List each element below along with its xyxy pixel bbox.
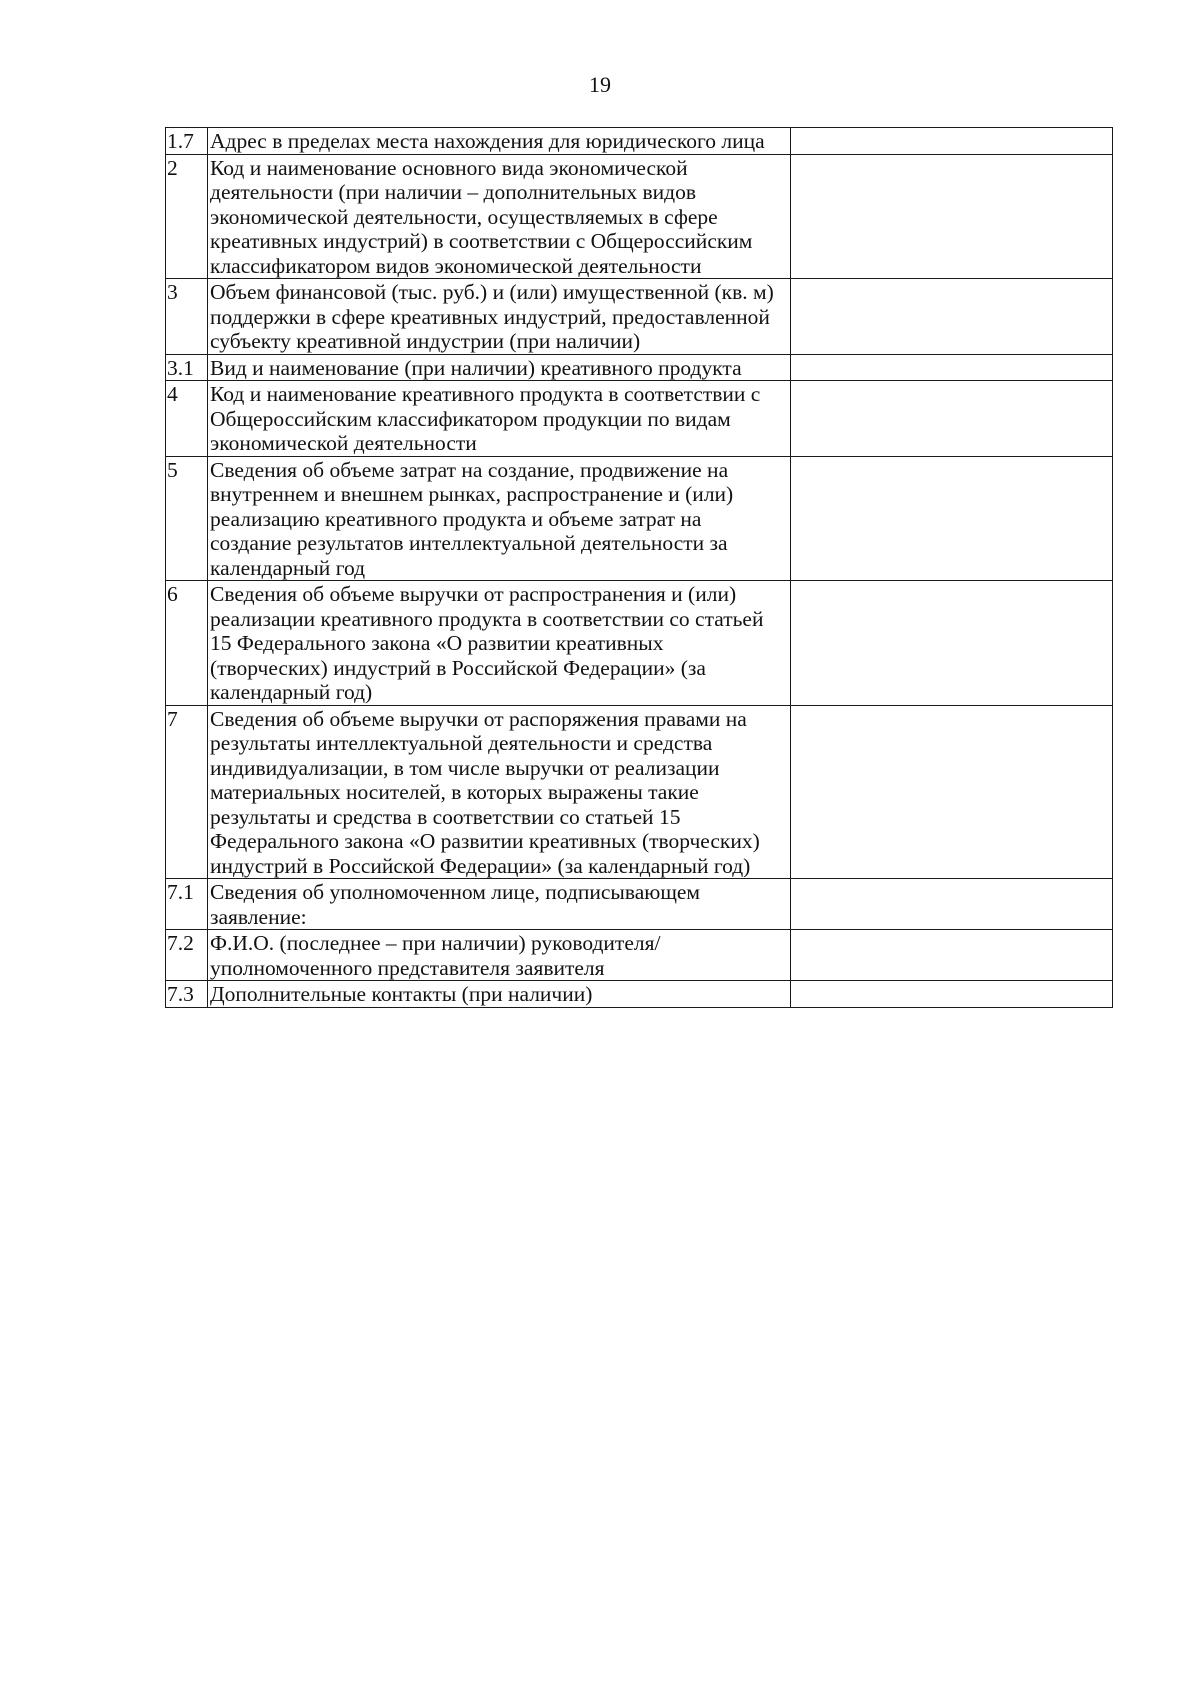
table-row <box>166 381 1113 457</box>
row-number: 7 <box>166 705 208 879</box>
table-row <box>166 279 1113 355</box>
application-form-table <box>165 127 1113 1008</box>
row-description: Ф.И.О. (последнее – при наличии) руководителя/уполномоченного представителя заявителя <box>208 930 791 981</box>
row-description: Объем финансовой (тыс. руб.) и (или) имущественной (кв. м) поддержки в сфере креативных индустрий, предоставленной субъекту креативной индустрии (при наличии) <box>208 279 791 355</box>
table-row <box>166 581 1113 706</box>
table-row <box>166 354 1113 381</box>
row-number: 7.1 <box>166 879 208 930</box>
row-number: 1.7 <box>166 128 208 155</box>
row-value-cell[interactable] <box>791 354 1113 381</box>
row-value-cell[interactable] <box>791 879 1113 930</box>
row-value-cell[interactable] <box>791 705 1113 879</box>
row-number: 5 <box>166 456 208 581</box>
row-number: 7.3 <box>166 981 208 1008</box>
row-value-cell[interactable] <box>791 581 1113 706</box>
row-value-cell[interactable] <box>791 154 1113 279</box>
table-row <box>166 879 1113 930</box>
page-number: 19 <box>589 72 611 97</box>
row-value-cell[interactable] <box>791 279 1113 355</box>
row-number: 4 <box>166 381 208 457</box>
table-row <box>166 456 1113 581</box>
table-row <box>166 930 1113 981</box>
row-description: Сведения об объеме затрат на создание, продвижение на внутреннем и внешнем рынках, распространение и (или) реализацию креативного продукта и объеме затрат на создание результатов интеллектуальной деятельности за календарный год <box>208 456 791 581</box>
row-description: Код и наименование основного вида экономической деятельности (при наличии – дополнительных видов экономической деятельности, осуществляемых в сфере креативных индустрий) в соответствии с Общероссийским классификатором видов экономической деятельности <box>208 154 791 279</box>
table-row <box>166 154 1113 279</box>
row-description: Сведения об объеме выручки от распространения и (или) реализации креативного продукта в соответствии со статьей 15 Федерального закона «О развитии креативных (творческих) индустрий в Российской Федерации» (за календарный год) <box>208 581 791 706</box>
row-description: Дополнительные контакты (при наличии) <box>208 981 791 1008</box>
row-value-cell[interactable] <box>791 381 1113 457</box>
row-value-cell[interactable] <box>791 981 1113 1008</box>
row-description: Сведения об объеме выручки от распоряжения правами на результаты интеллектуальной деятельности и средства индивидуализации, в том числе выручки от реализации материальных носителей, в которых выражены такие результаты и средства в соответствии со статьей 15 Федерального закона «О развитии креативных (творческих) индустрий в Российской Федерации» (за календарный год) <box>208 705 791 879</box>
row-value-cell[interactable] <box>791 456 1113 581</box>
row-description: Код и наименование креативного продукта в соответствии с Общероссийским классификатором продукции по видам экономической деятельности <box>208 381 791 457</box>
row-number: 3 <box>166 279 208 355</box>
row-value-cell[interactable] <box>791 128 1113 155</box>
row-value-cell[interactable] <box>791 930 1113 981</box>
row-number: 6 <box>166 581 208 706</box>
table-row <box>166 128 1113 155</box>
table-row <box>166 705 1113 879</box>
row-number: 3.1 <box>166 354 208 381</box>
row-number: 2 <box>166 154 208 279</box>
row-description: Сведения об уполномоченном лице, подписывающем заявление: <box>208 879 791 930</box>
table-row <box>166 981 1113 1008</box>
row-description: Вид и наименование (при наличии) креативного продукта <box>208 354 791 381</box>
row-number: 7.2 <box>166 930 208 981</box>
row-description: Адрес в пределах места нахождения для юридического лица <box>208 128 791 155</box>
